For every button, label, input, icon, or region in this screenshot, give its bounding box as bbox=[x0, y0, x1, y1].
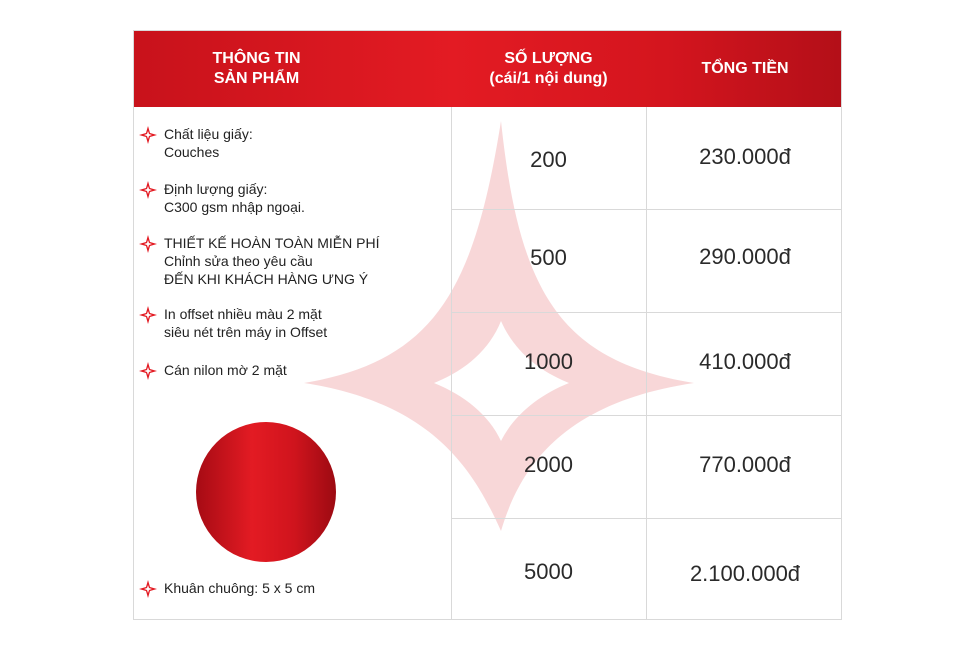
quantity-cell: 2000 bbox=[524, 452, 573, 477]
header-total: TỔNG TIỀN bbox=[701, 60, 789, 77]
price-table bbox=[133, 30, 842, 620]
diamond-star-icon bbox=[138, 125, 158, 145]
quantity-cell: 1000 bbox=[524, 349, 573, 374]
feature-item bbox=[138, 180, 305, 216]
diamond-star-icon bbox=[138, 234, 158, 254]
price-cell: 770.000đ bbox=[699, 452, 791, 477]
quantity-cell: 500 bbox=[530, 245, 567, 270]
feature-item bbox=[138, 361, 287, 381]
price-cell: 410.000đ bbox=[699, 349, 791, 374]
row-divider bbox=[451, 312, 842, 313]
table-header bbox=[134, 31, 842, 107]
feature-text: Khuân chuông: 5 x 5 cm bbox=[164, 580, 315, 596]
diamond-star-icon bbox=[138, 361, 158, 381]
price-cell: 290.000đ bbox=[699, 244, 791, 269]
feature-text: THIẾT KẾ HOÀN TOÀN MIỄN PHÍ Chỉnh sửa theo yêu cầu ĐẾN KHI KHÁCH HÀNG ƯNG Ý bbox=[164, 235, 380, 287]
header-product-info: THÔNG TIN SẢN PHẨM bbox=[212, 50, 301, 87]
feature-text: Chất liệu giấy: Couches bbox=[164, 126, 253, 160]
row-divider bbox=[451, 209, 842, 210]
diamond-star-icon bbox=[138, 180, 158, 200]
feature-item bbox=[138, 234, 379, 288]
row-divider bbox=[451, 518, 842, 519]
feature-text: Cán nilon mờ 2 mặt bbox=[164, 362, 287, 378]
price-cell: 2.100.000đ bbox=[689, 561, 801, 586]
quantity-cell: 200 bbox=[530, 147, 567, 172]
diamond-star-icon bbox=[138, 305, 158, 325]
feature-item bbox=[138, 579, 315, 599]
feature-text: Định lượng giấy: C300 gsm nhập ngoại. bbox=[164, 181, 305, 215]
circle-shape bbox=[196, 422, 336, 562]
row-divider bbox=[451, 415, 842, 416]
quantity-cell: 5000 bbox=[524, 559, 573, 584]
feature-text: In offset nhiều màu 2 mặt siêu nét trên máy in Offset bbox=[164, 306, 328, 340]
price-cell: 230.000đ bbox=[699, 144, 791, 169]
feature-item bbox=[138, 125, 253, 161]
feature-item bbox=[138, 305, 327, 341]
diamond-star-icon bbox=[138, 579, 158, 599]
header-quantity: SỐ LƯỢNG (cái/1 nội dung) bbox=[489, 50, 608, 87]
